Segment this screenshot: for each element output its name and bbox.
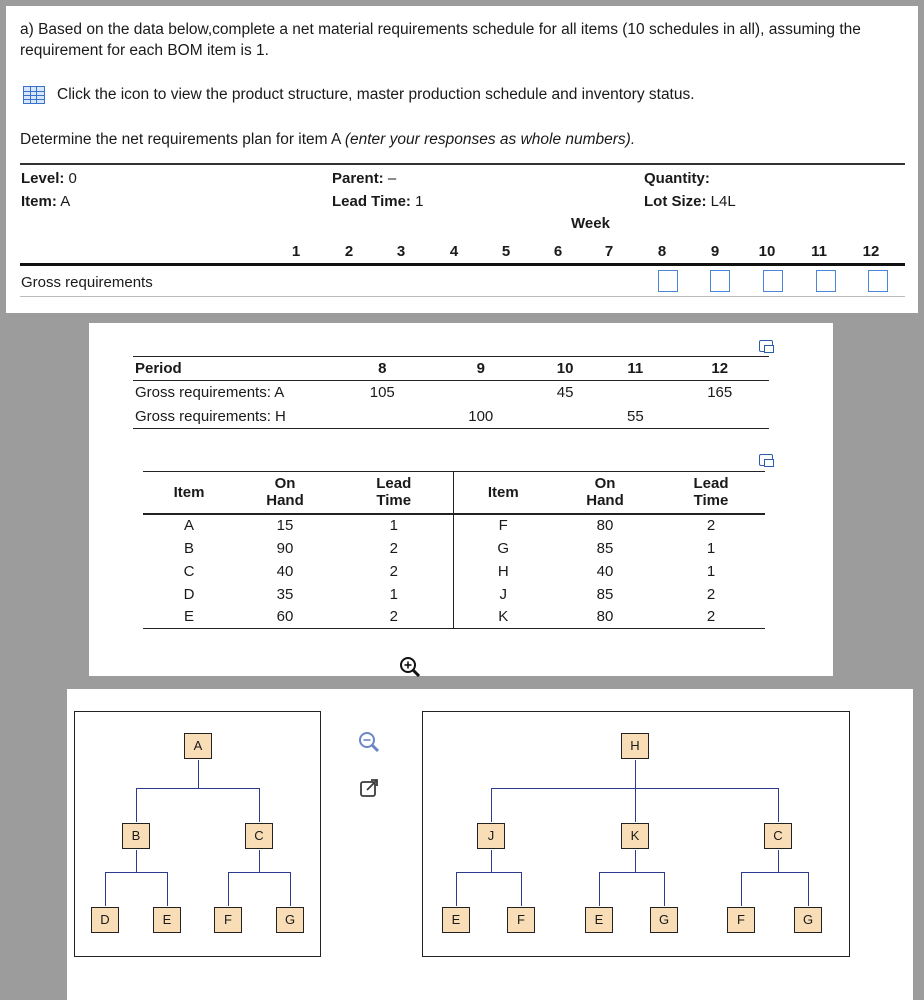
node: E: [442, 907, 470, 933]
node: B: [122, 823, 150, 849]
table-cell: 2: [706, 517, 716, 534]
answer-input-week-10[interactable]: [763, 270, 783, 292]
table-cell: 40: [276, 562, 294, 580]
table-row: [143, 560, 765, 583]
table-cell: [670, 405, 769, 429]
period-col-header: 8: [378, 360, 387, 377]
node: G: [650, 907, 678, 933]
node-root: A: [184, 733, 212, 759]
period-col-header: 9: [476, 360, 485, 377]
table-cell: Gross requirements: A: [135, 384, 285, 402]
mps-table: [133, 356, 769, 429]
node: J: [477, 823, 505, 849]
table-cell: 1: [335, 583, 453, 606]
lead-time-field: Lead Time: 1: [332, 193, 424, 210]
node: C: [245, 823, 273, 849]
week-header: 5: [501, 243, 511, 260]
table-cell: 40: [596, 562, 614, 580]
col-lead-header-2: Lead Time: [693, 475, 729, 510]
table-row: [143, 537, 765, 560]
table-cell: 2: [706, 585, 716, 603]
table-cell: J: [499, 585, 507, 603]
table-cell: 165: [707, 384, 733, 402]
col-item-header: Item: [173, 483, 205, 501]
table-cell: 85: [596, 585, 614, 603]
period-col-header: 10: [556, 360, 574, 377]
table-cell: 100: [468, 407, 494, 425]
table-cell: 35: [276, 585, 294, 603]
table-row: [143, 514, 765, 537]
table-grid-icon[interactable]: [23, 86, 45, 104]
product-structure-panel: [67, 689, 913, 1000]
table-cell: 85: [596, 539, 614, 557]
lot-size-field: Lot Size: L4L: [644, 193, 736, 210]
week-header: 3: [396, 243, 406, 260]
question-panel: [6, 6, 918, 313]
table-cell: 1: [706, 539, 716, 557]
week-header: 12: [862, 243, 880, 260]
data-link-text[interactable]: Click the icon to view the product structure, master production schedule and inventory status.: [57, 86, 695, 103]
product-tree-h: [422, 711, 850, 957]
node: E: [153, 907, 181, 933]
table-cell: G: [497, 539, 510, 557]
data-popup-panel: [89, 323, 833, 676]
period-col-header: 11: [627, 360, 644, 377]
table-cell: [600, 381, 670, 405]
node: F: [727, 907, 755, 933]
table-cell: C: [183, 562, 195, 580]
col-lead-header: Lead Time: [335, 472, 453, 514]
product-tree-a: [74, 711, 321, 957]
table-row: [133, 405, 769, 429]
table-cell: 105: [369, 384, 395, 402]
schedule-top-rule: [20, 163, 905, 165]
inventory-table: [143, 471, 765, 629]
node: F: [214, 907, 242, 933]
col-item-header-2: Item: [487, 483, 519, 501]
instruction-text: Determine the net requirements plan for item A (enter your responses as whole numbers).: [20, 131, 636, 148]
table-cell: D: [183, 585, 195, 603]
table-cell: 2: [706, 608, 716, 626]
table-row: [143, 606, 765, 629]
table-cell: [432, 381, 531, 405]
gross-requirements-label: Gross requirements: [21, 274, 153, 291]
table-row: [133, 381, 769, 405]
table-cell: [333, 405, 432, 429]
instruction-hint: (enter your responses as whole numbers).: [344, 131, 636, 148]
table-cell: H: [497, 562, 509, 580]
week-header: 11: [811, 243, 827, 260]
week-header: 4: [449, 243, 459, 260]
table-cell: [530, 405, 600, 429]
node: C: [764, 823, 792, 849]
table-cell: 60: [276, 608, 294, 626]
node: F: [507, 907, 535, 933]
table-cell: 2: [335, 537, 453, 560]
table-cell: 15: [276, 517, 294, 534]
table-cell: A: [183, 517, 194, 534]
answer-input-week-11[interactable]: [816, 270, 836, 292]
open-external-icon[interactable]: [358, 777, 380, 799]
zoom-in-icon[interactable]: [399, 656, 421, 678]
week-header: 2: [344, 243, 354, 260]
period-col-header: 12: [711, 360, 729, 377]
node: G: [276, 907, 304, 933]
period-header: Period: [135, 360, 182, 377]
node: G: [794, 907, 822, 933]
data-link-row[interactable]: [23, 86, 695, 104]
table-cell: 80: [596, 517, 614, 534]
table-cell: K: [498, 608, 509, 626]
week-label: Week: [571, 215, 610, 232]
table-cell: B: [183, 539, 194, 557]
node-root: H: [621, 733, 649, 759]
col-onhand-header: On Hand: [266, 475, 304, 510]
table-cell: 55: [626, 407, 644, 425]
answer-input-week-8[interactable]: [658, 270, 678, 292]
quantity-field: Quantity:: [644, 170, 710, 187]
question-prompt: a) Based on the data below,complete a net material requirements schedule for all items (10 schedules in all), assuming the requirement for each BOM item is 1.: [20, 21, 861, 59]
copy-icon[interactable]: [759, 454, 773, 466]
table-cell: E: [183, 608, 194, 626]
copy-icon[interactable]: [759, 340, 773, 352]
table-cell: 45: [556, 384, 574, 402]
week-header: 7: [604, 243, 614, 260]
table-cell: 90: [276, 539, 294, 557]
node: K: [621, 823, 649, 849]
node: E: [585, 907, 613, 933]
table-cell: 1: [335, 514, 453, 537]
table-cell: Gross requirements: H: [135, 407, 286, 425]
table-cell: F: [498, 517, 508, 534]
answer-input-week-12[interactable]: [868, 270, 888, 292]
table-cell: 2: [335, 606, 453, 629]
table-cell: 1: [706, 562, 716, 580]
table-cell: 80: [596, 608, 614, 626]
level-field: Level: 0: [21, 170, 77, 187]
week-header: 9: [710, 243, 720, 260]
node: D: [91, 907, 119, 933]
week-header: 6: [553, 243, 563, 260]
week-header: 8: [657, 243, 667, 260]
table-cell: 2: [335, 560, 453, 583]
table-row: [143, 583, 765, 606]
week-header: 1: [291, 243, 301, 260]
zoom-out-icon[interactable]: [358, 731, 380, 753]
schedule-row-rule: [20, 296, 905, 297]
item-field: Item: A: [21, 193, 71, 210]
schedule-header-rule: [20, 263, 905, 266]
answer-input-week-9[interactable]: [710, 270, 730, 292]
col-onhand-header-2: On Hand: [586, 475, 624, 510]
week-header: 10: [758, 243, 776, 260]
parent-field: Parent: –: [332, 170, 397, 187]
